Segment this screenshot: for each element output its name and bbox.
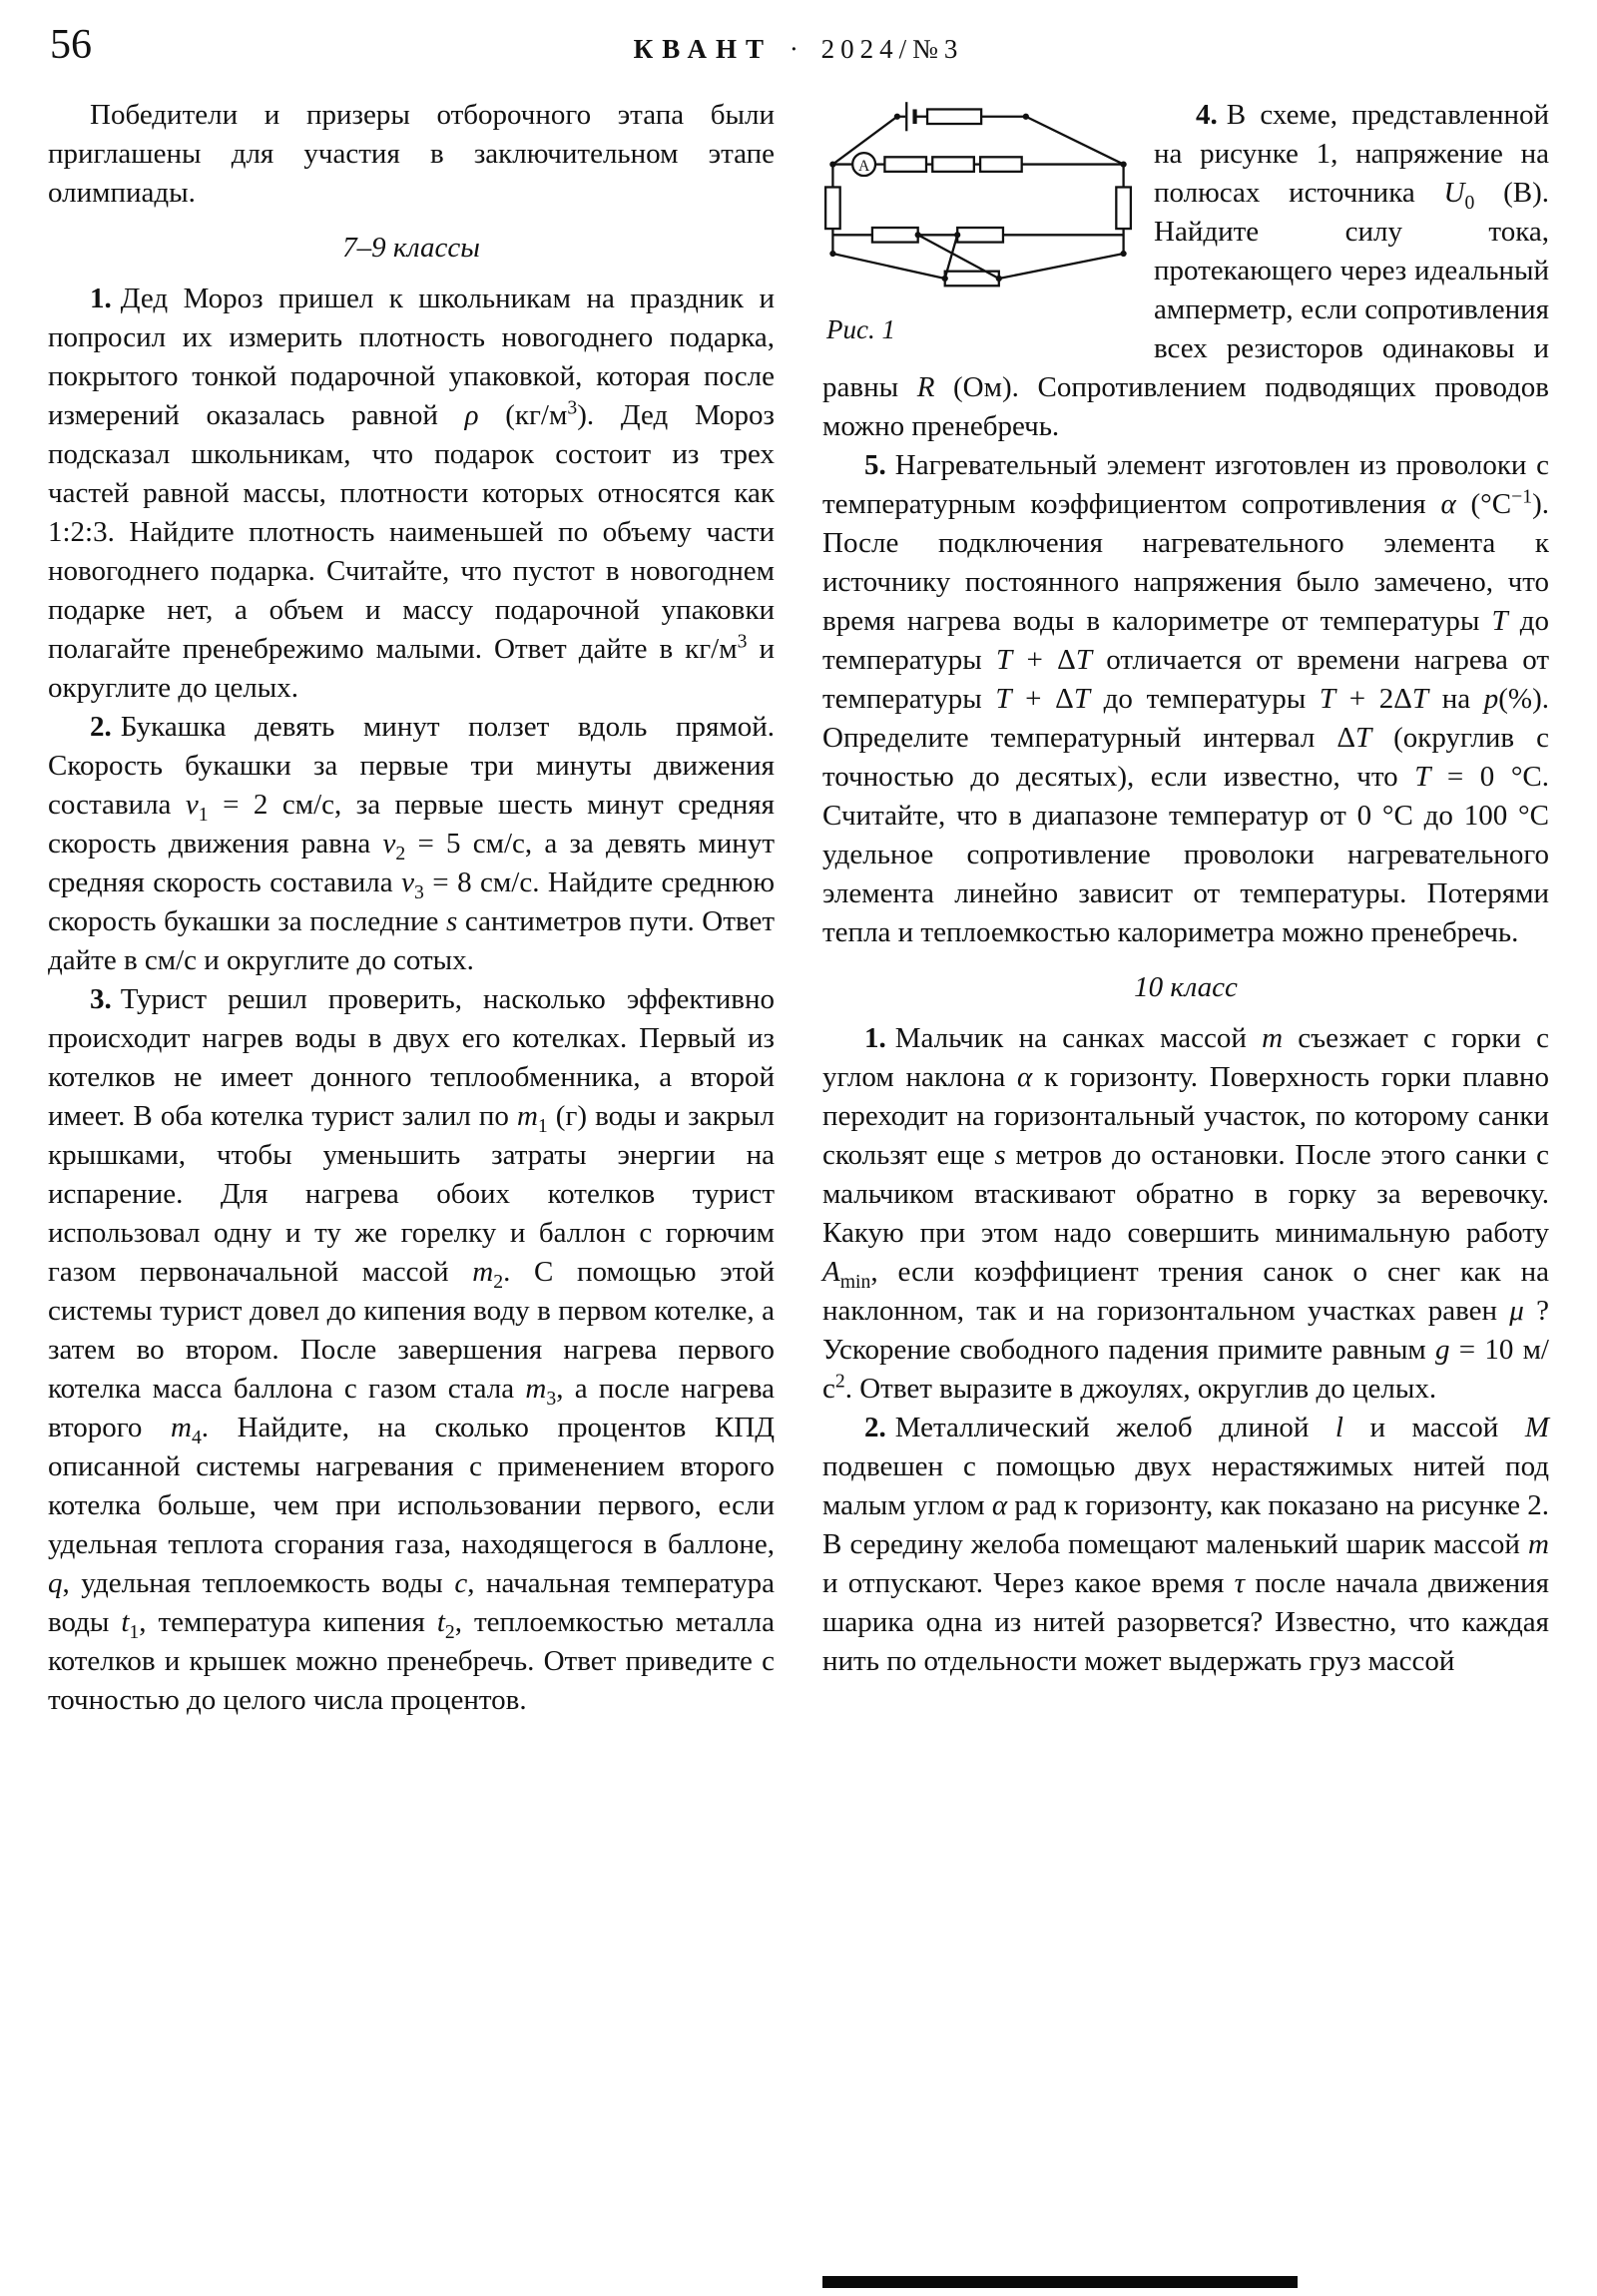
problem-4-grades-7-9 (822, 96, 1549, 446)
right-column (822, 96, 1549, 2288)
circuit-wires (825, 102, 1131, 286)
resistor (980, 157, 1022, 172)
problem-number: 5. (864, 449, 886, 481)
problem-number: 1. (864, 1022, 886, 1054)
page-header (48, 24, 1549, 82)
problem-number: 2. (90, 711, 112, 743)
problem-text: В схеме, представленной на рисунке 1, напряжение на полюсах источника $U_0$ (В). Найдите силу тока, протекающего через идеальный амперметр, если сопротивления всех резисторов одинаковы и равны R (Ом). Сопротивлением подводящих проводов можно пренебречь. (822, 99, 1549, 442)
resistor (872, 228, 918, 243)
journal-title (48, 22, 1549, 68)
wire (999, 254, 1124, 279)
resistor (825, 187, 840, 229)
circuit-nodes (829, 114, 1126, 282)
page-number: 56 (50, 22, 92, 68)
problem-text: Дед Мороз пришел к школьникам на праздник и попросил их измерить плотность новогоднего подарка, покрытого тонкой подарочной упаковкой, которая после измерений оказалась равной ρ $(кг/м^3)$. Дед Мороз подсказал школьникам, что подарок состоит из трех частей равной массы, плотности которых относятся как 1:2:3. Найдите плотность наименьшей по объему части новогоднего подарка. Считайте, что пустот в новогоднем подарке нет, а объем и массу подарочной упаковки полагайте пренебрежимо малыми. Ответ дайте в $кг/м^3$ и округлите до целых. (48, 283, 775, 704)
problem-text: Мальчик на санках массой m съезжает с горки с углом наклона α к горизонту. Поверхность горки плавно переходит на горизонтальный участок, по которому санки скользят еще s метров до остановки. После этого санки с мальчиком втаскивают обратно в горку за веревочку. Какую при этом надо совершить минимальную работу $A_{min}$, если коэффициент трения санок о снег как на наклонном, так и на горизонтальном участках равен μ ? Ускорение свободного падения примите равным g = 10 $м/с^2$. Ответ выразите в джоулях, округлив до целых. (822, 1022, 1549, 1405)
problem-text: Турист решил проверить, насколько эффективно происходит нагрев воды в двух его котелках. Первый из котелков не имеет донного теплообменника, а второй имеет. В оба котелка турист залил по $m_1$ (г) воды и закрыл крышками, чтобы уменьшить затраты энергии на испарение. Для нагрева обоих котелков турист использовал одну и ту же горелку и баллон с горючим газом первоначальной массой $m_2$. С помощью этой системы турист довел до кипения воду в первом котелке, а затем во втором. После завершения нагрева первого котелка масса баллона с газом стала $m_3$, а после нагрева второго $m_4$. Найдите, на сколько процентов КПД описанной системы нагревания с применением второго котелка больше, чем при использовании первого, если удельная теплота сгорания газа, находящегося в баллоне, q, удельная теплоемкость воды c, начальная температура воды $t_1$, температура кипения $t_2$, теплоемкостью металла котелков и крышек можно пренебречь. Ответ приведите с точностью до целого числа процентов. (48, 983, 776, 1716)
problem-number: 3. (90, 983, 112, 1015)
problem-text: Нагревательный элемент изготовлен из проволоки с температурным коэффициентом сопротивления α $(^\circ С^{-1})$. После подключения нагревательного элемента к источнику постоянного напряжения было замечено, что время нагрева воды в калориметре от температуры T до температуры T + ΔT отличается от времени нагрева от температуры T + ΔT до температуры T + 2ΔT на p(%). Определите температурный интервал ΔT (округлив с точностью до десятых), если известно, что T = 0 °С. Считайте, что в диапазоне температур от 0 °С до 100 °С удельное сопротивление проволоки нагревательного элемента линейно зависит от температуры. Потерями тепла и теплоемкостью калориметра можно пренебречь. (822, 449, 1550, 948)
resistor (884, 157, 926, 172)
figure-caption: Рис. 1 (826, 314, 895, 344)
problem-number: 2. (864, 1412, 886, 1443)
problem-5-grades-7-9 (822, 446, 1549, 952)
problem-3-grades-7-9 (48, 980, 775, 1720)
section-heading-10: 10 класс (1134, 971, 1238, 1003)
resistor (927, 109, 981, 124)
problem-2-grade-10 (822, 1409, 1549, 1681)
two-column-layout (48, 96, 1549, 2288)
problem-text: Букашка девять минут ползет вдоль прямой. Скорость букашки за первые три минуты движения составила $v_1 = 2$ см/с, за первые шесть минут средняя скорость движения равна $v_2 = 5$ см/с, а за девять минут средняя скорость составила $v_3 = 8$ см/с. Найдите среднюю скорость букашки за последние s сантиметров пути. Ответ дайте в см/с и округлите до сотых. (48, 711, 775, 976)
problem-1-grades-7-9 (48, 280, 775, 708)
battery-icon (906, 102, 914, 131)
journal-issue: 2024/№3 (820, 34, 964, 64)
left-column (48, 96, 775, 2288)
ammeter-label: А (857, 157, 870, 175)
clipped-next-text-line (822, 2276, 1298, 2288)
resistor (957, 228, 1003, 243)
problem-number: 4. (1196, 99, 1218, 131)
title-separator: · (789, 34, 804, 64)
problem-text: Металлический желоб длиной l и массой M подвешен с помощью двух нерастяжимых нитей под малым углом α рад к горизонту, как показано на рисунке 2. В середину желоба помещают маленький шарик массой m и отпускают. Через какое время τ после начала движения шарика одна из нитей разорвется? Известно, что каждая нить по отдельности может выдержать груз массой (822, 1412, 1549, 1677)
circuit-diagram (822, 100, 1134, 302)
intro-paragraph: Победители и призеры отборочного этапа были приглашены для участия в заключительном этапе олимпиады. (48, 99, 775, 209)
section-heading-7-9: 7–9 классы (342, 232, 480, 264)
problem-number: 1. (90, 283, 112, 314)
problem-1-grade-10 (822, 1019, 1549, 1409)
journal-name: КВАНТ (633, 34, 774, 64)
problem-2-grades-7-9 (48, 708, 775, 980)
resistor (1116, 187, 1131, 229)
resistor (932, 157, 974, 172)
wire (832, 254, 944, 279)
figure-1 (822, 100, 1134, 349)
